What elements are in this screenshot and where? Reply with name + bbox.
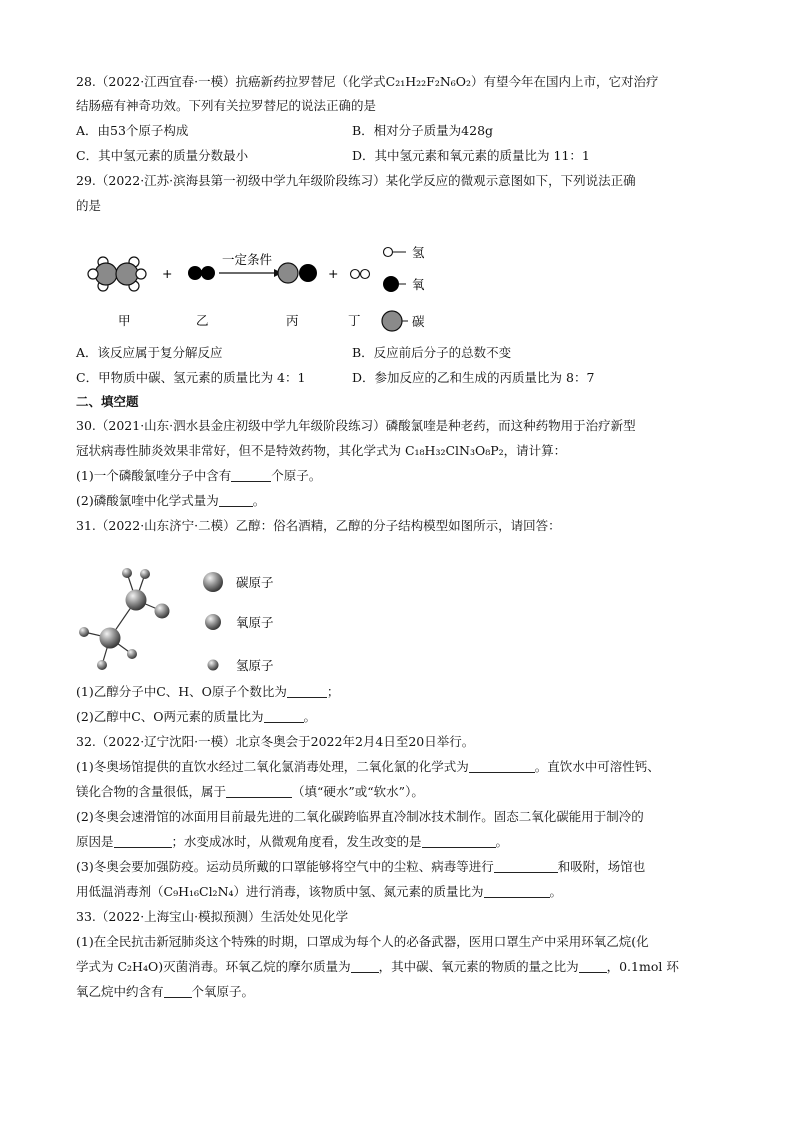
q32-sub2-line2	[76, 833, 508, 851]
label-jia: 甲	[118, 313, 131, 328]
q32-sub3-mid: 和吸附，场馆也	[557, 859, 646, 874]
q30-stem-line2: 冠状病毒性肺炎效果非常好，但不是特效药物，其化学式为 C₁₈H₃₂ClN₃O₈P₂，请计算：	[76, 443, 567, 458]
q29-stem-line1: 29.（2022·江苏·滨海县第一初级中学九年级阶段练习）某化学反应的微观示意图如下，下列说法正确	[76, 173, 636, 188]
ethanol-bonds	[84, 573, 162, 665]
plus-sign-2: +	[328, 266, 339, 281]
q28-option-a: A．由53个原子构成	[76, 123, 189, 138]
q32-sub3-line1	[76, 858, 645, 876]
q32-sub2-mid: ；水变成冰时，从微观角度看，发生改变的是	[171, 834, 422, 849]
legend-carbon: 碳	[412, 314, 425, 329]
q32-sub1-tail: 。直饮水中可溶性钙、	[534, 759, 660, 774]
q32-sub3-tail: 。	[549, 884, 563, 899]
answer-blank[interactable]	[287, 685, 327, 698]
q29-option-c: C．甲物质中碳、氢元素的质量比为 4：1	[76, 370, 306, 385]
q31-sub1-text: (1)乙醇分子中C、H、O原子个数比为	[76, 684, 287, 699]
answer-blank[interactable]	[494, 860, 558, 873]
legend-hydrogen-atom: 氢原子	[236, 658, 274, 672]
answer-blank[interactable]	[484, 885, 550, 898]
plus-sign-1: +	[162, 266, 173, 281]
answer-blank[interactable]	[422, 835, 496, 848]
q30-sub1	[76, 467, 321, 485]
q29-option-b: B．反应前后分子的总数不变	[352, 345, 512, 360]
q28-stem-line1: 28.（2022·江西宜春·一模）抗癌新药拉罗替尼（化学式C₂₁H₂₂F₂N₆O₂）有望今年在国内上市，它对治疗	[76, 74, 659, 89]
q30-sub2	[76, 492, 265, 510]
q32-sub2-line1: (2)冬奥会速滑馆的冰面用目前最先进的二氧化碳跨临界直冷制冰技术制作。固态二氧化碳能用于制冷的	[76, 809, 644, 824]
q33-sub1-line1: (1)在全民抗击新冠肺炎这个特殊的时期，口罩成为每个人的必备武器，医用口罩生产中采用环氧乙烷(化	[76, 934, 649, 949]
ethanol-atoms	[79, 568, 170, 670]
answer-blank[interactable]	[219, 494, 253, 507]
diagram-legend	[382, 245, 425, 331]
q28-stem-line2: 结肠癌有神奇功效。下列有关拉罗替尼的说法正确的是	[76, 98, 377, 113]
q32-sub3-text: (3)冬奥会要加强防疫。运动员所戴的口罩能够将空气中的尘粒、病毒等进行	[76, 859, 494, 874]
q29-option-a: A．该反应属于复分解反应	[76, 345, 223, 360]
q30-sub1-tail: 个原子。	[271, 468, 322, 483]
label-ding: 丁	[348, 313, 361, 328]
ethanol-legend	[203, 572, 274, 672]
q32-sub1-text2: 镁化合物的含量很低，属于	[76, 784, 227, 799]
legend-oxygen: 氧	[412, 277, 425, 292]
q28-option-c: C．其中氢元素的质量分数最小	[76, 148, 249, 163]
molecule-ding	[351, 270, 370, 279]
legend-carbon-atom: 碳原子	[236, 575, 274, 590]
molecule-jia	[88, 257, 146, 291]
ethanol-model	[76, 562, 336, 672]
q29-option-d: D．参加反应的乙和生成的丙质量比为 8：7	[352, 370, 595, 385]
q33-sub1-line2	[76, 958, 679, 976]
answer-blank[interactable]	[226, 785, 292, 798]
reaction-diagram	[76, 240, 476, 340]
q33-sub1-mid: ，其中碳、氧元素的物质的量之比为	[378, 959, 579, 974]
answer-blank[interactable]	[164, 985, 192, 998]
q33-sub1-text: 学式为 C₂H₄O)灭菌消毒。环氧乙烷的摩尔质量为	[76, 959, 351, 974]
label-yi: 乙	[196, 313, 209, 328]
answer-blank[interactable]	[114, 835, 172, 848]
molecule-bing	[278, 263, 317, 283]
q33-sub1-line3	[76, 983, 254, 1001]
q31-sub1-tail: ；	[326, 684, 340, 699]
q30-sub2-tail: 。	[252, 493, 266, 508]
q32-sub2-text: 原因是	[76, 834, 114, 849]
q31-stem: 31.（2022·山东济宁·二模）乙醇：俗名酒精，乙醇的分子结构模型如图所示，请回答：	[76, 518, 561, 533]
q29-stem-line2: 的是	[76, 198, 102, 213]
q33-sub1-text2: 氧乙烷中约含有	[76, 984, 164, 999]
q30-sub2-text: (2)磷酸氯喹中化学式量为	[76, 493, 219, 508]
q31-sub2-tail: 。	[303, 709, 317, 724]
q32-sub2-tail: 。	[495, 834, 509, 849]
q32-sub1-text: (1)冬奥场馆提供的直饮水经过二氧化氯消毒处理，二氧化氯的化学式为	[76, 759, 469, 774]
q31-sub2	[76, 708, 316, 726]
legend-hydrogen: 氢	[412, 245, 425, 260]
q28-option-b: B．相对分子质量为428g	[352, 123, 494, 138]
answer-blank[interactable]	[231, 469, 271, 482]
q28-option-d: D．其中氢元素和氧元素的质量比为 11：1	[352, 148, 590, 163]
answer-blank[interactable]	[264, 710, 304, 723]
q32-stem: 32.（2022·辽宁沈阳·一模）北京冬奥会于2022年2月4日至20日举行。	[76, 734, 475, 749]
answer-blank[interactable]	[469, 760, 535, 773]
molecule-yi	[188, 266, 215, 280]
q31-sub1	[76, 683, 339, 701]
legend-oxygen-atom: 氧原子	[236, 615, 274, 630]
q32-sub1-line1	[76, 758, 660, 776]
q32-sub3-text2: 用低温消毒剂（C₉H₁₆Cl₂N₄）进行消毒，该物质中氢、氮元素的质量比为	[76, 884, 484, 899]
q32-sub1-tail2: （填“硬水”或“软水”）。	[292, 784, 424, 799]
reaction-condition: 一定条件	[222, 252, 273, 267]
q31-sub2-text: (2)乙醇中C、O两元素的质量比为	[76, 709, 264, 724]
q32-sub3-line2	[76, 883, 562, 901]
q33-sub1-tail: ，0.1mol 环	[606, 959, 679, 974]
answer-blank[interactable]	[579, 960, 607, 973]
section-heading-fill-in: 二、填空题	[76, 394, 139, 409]
q32-sub1-line2	[76, 783, 424, 801]
q33-sub1-tail2: 个氧原子。	[191, 984, 255, 999]
label-bing: 丙	[286, 313, 299, 328]
answer-blank[interactable]	[351, 960, 379, 973]
q33-stem: 33.（2022·上海宝山·模拟预测）生活处处见化学	[76, 909, 349, 924]
q30-stem-line1: 30.（2021·山东·泗水县金庄初级中学九年级阶段练习）磷酸氯喹是种老药，而这种药物用于治疗新型	[76, 418, 636, 433]
q30-sub1-text: (1)一个磷酸氯喹分子中含有	[76, 468, 232, 483]
